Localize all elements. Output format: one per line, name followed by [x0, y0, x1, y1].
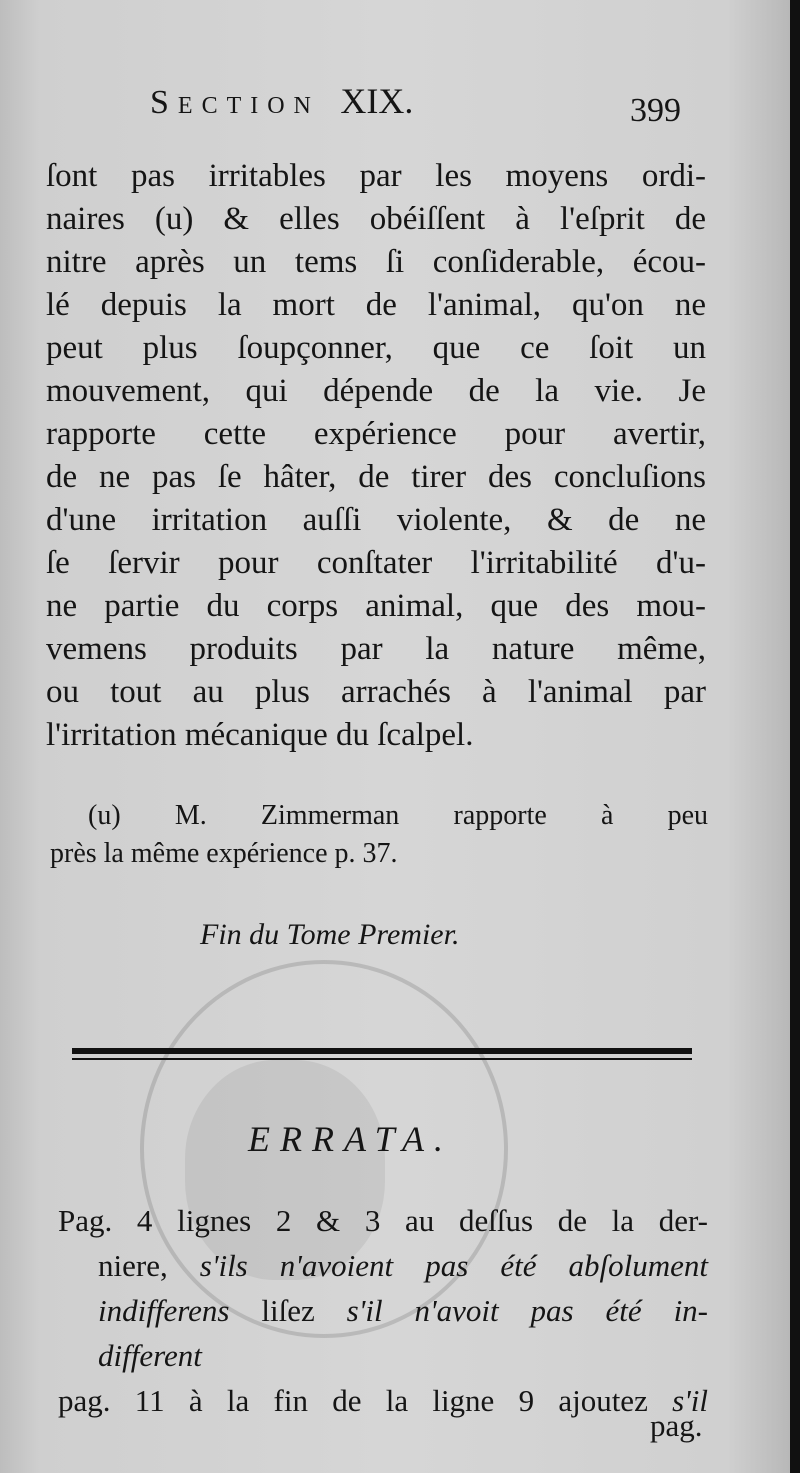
- body-line: vemens produits par la nature même,: [46, 631, 706, 667]
- body-line: peut plus ſoupçonner, que ce ſoit un: [46, 330, 706, 366]
- divider-rule-thin: [72, 1058, 692, 1060]
- footnote-line: près la même expérience p. 37.: [50, 838, 398, 869]
- body-text: [46, 155, 711, 757]
- errata-line: Pag. 4 lignes 2 & 3 au deſſus de la der-: [58, 1203, 708, 1238]
- page-number: 399: [630, 92, 681, 129]
- body-line: mouvement, qui dépende de la vie. Je: [46, 373, 706, 409]
- body-line: rapporte cette expérience pour avertir,: [46, 416, 706, 452]
- footnote: [50, 797, 708, 873]
- body-line-last: l'irritation mécanique du ſcalpel.: [46, 717, 474, 753]
- footnote-line: (u) M. Zimmerman rapporte à peu: [88, 800, 708, 831]
- body-line: ſont pas irritables par les moyens ordi-: [46, 158, 706, 194]
- body-line: ſe ſervir pour conſtater l'irritabilité d'u-: [46, 545, 706, 581]
- page-edge-shadow: [790, 0, 800, 1473]
- errata-title: ERRATA.: [248, 1119, 453, 1159]
- body-line: nitre après un tems ſi conſiderable, écou-: [46, 244, 706, 280]
- running-head: [150, 80, 413, 122]
- errata-list: [58, 1198, 708, 1423]
- body-line: lé depuis la mort de l'animal, qu'on ne: [46, 287, 706, 323]
- catchword: pag.: [650, 1408, 703, 1443]
- body-line: de ne pas ſe hâter, de tirer des concluſions: [46, 459, 706, 495]
- running-head-numeral: XIX.: [340, 81, 414, 121]
- errata-line: indifferens liſez s'il n'avoit pas été in-: [98, 1293, 708, 1328]
- errata-line: niere, s'ils n'avoient pas été abſolument: [98, 1248, 708, 1283]
- end-of-volume: Fin du Tome Premier.: [200, 918, 460, 951]
- body-line: ou tout au plus arrachés à l'animal par: [46, 674, 706, 710]
- errata-line: pag. 11 à la fin de la ligne 9 ajoutez s'il: [58, 1383, 709, 1418]
- body-line: ne partie du corps animal, que des mou-: [46, 588, 706, 624]
- body-line: naires (u) & elles obéiſſent à l'eſprit de: [46, 201, 706, 237]
- errata-line: different: [98, 1338, 202, 1373]
- body-line: d'une irritation auſſi violente, & de ne: [46, 502, 706, 538]
- running-head-section: Section: [150, 84, 320, 121]
- divider-rule: [72, 1048, 692, 1054]
